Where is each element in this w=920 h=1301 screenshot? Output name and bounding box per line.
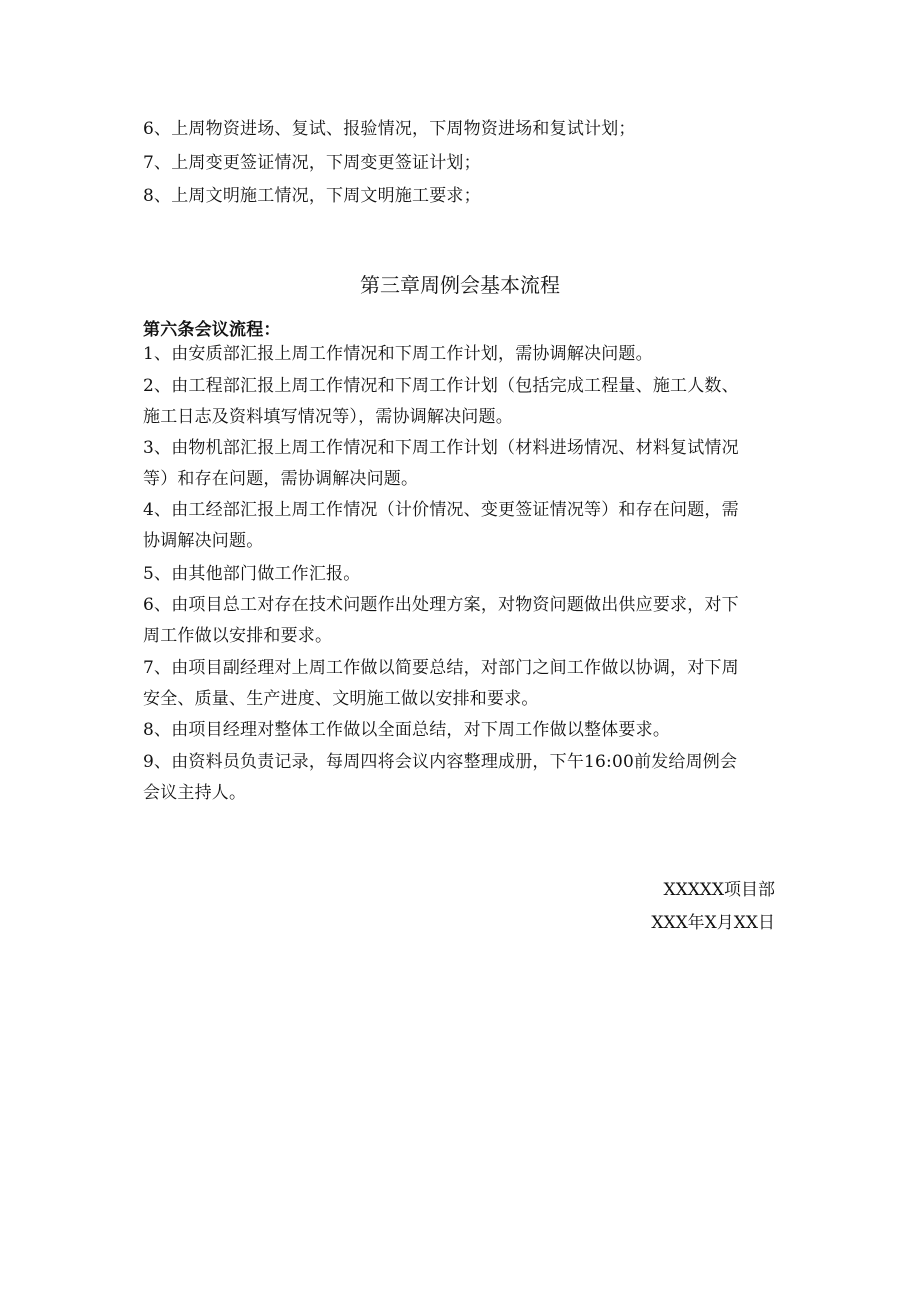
prev-item-7: 7、上周变更签证情况，下周变更签证计划； <box>143 153 481 173</box>
process-line-9: 6、由项目总工对存在技术问题作出处理方案，对物资问题做出供应要求，对下 <box>143 595 739 615</box>
prev-item-8: 8、上周文明施工情况，下周文明施工要求； <box>143 186 481 206</box>
process-line-1: 1、由安质部汇报上周工作情况和下周工作计划，需协调解决问题。 <box>143 344 653 364</box>
process-line-6: 4、由工经部汇报上周工作情况（计价情况、变更签证情况等）和存在问题，需 <box>143 500 739 520</box>
process-line-11: 7、由项目副经理对上周工作做以简要总结，对部门之间工作做以协调，对下周 <box>143 658 739 678</box>
process-line-8: 5、由其他部门做工作汇报。 <box>143 564 361 584</box>
signature-date: XXX年X月XX日 <box>651 913 775 933</box>
process-line-7: 协调解决问题。 <box>143 531 264 551</box>
process-line-5: 等）和存在问题，需协调解决问题。 <box>143 469 419 489</box>
process-line-13: 8、由项目经理对整体工作做以全面总结，对下周工作做以整体要求。 <box>143 720 671 740</box>
process-line-3: 施工日志及资料填写情况等），需协调解决问题。 <box>143 407 513 427</box>
process-line-2: 2、由工程部汇报上周工作情况和下周工作计划（包括完成工程量、施工人数、 <box>143 376 739 396</box>
process-line-4: 3、由物机部汇报上周工作情况和下周工作计划（材料进场情况、材料复试情况 <box>143 438 739 458</box>
process-line-14: 9、由资料员负责记录，每周四将会议内容整理成册，下午16:00前发给周例会 <box>143 752 738 772</box>
chapter-title: 第三章周例会基本流程 <box>360 273 560 297</box>
prev-item-6: 6、上周物资进场、复试、报验情况，下周物资进场和复试计划； <box>143 119 636 139</box>
signature-organization: XXXXX项目部 <box>663 880 775 900</box>
process-line-15: 会议主持人。 <box>143 783 247 803</box>
process-line-10: 周工作做以安排和要求。 <box>143 626 333 646</box>
article-heading: 第六条会议流程： <box>143 320 281 340</box>
process-line-12: 安全、质量、生产进度、文明施工做以安排和要求。 <box>143 689 539 709</box>
